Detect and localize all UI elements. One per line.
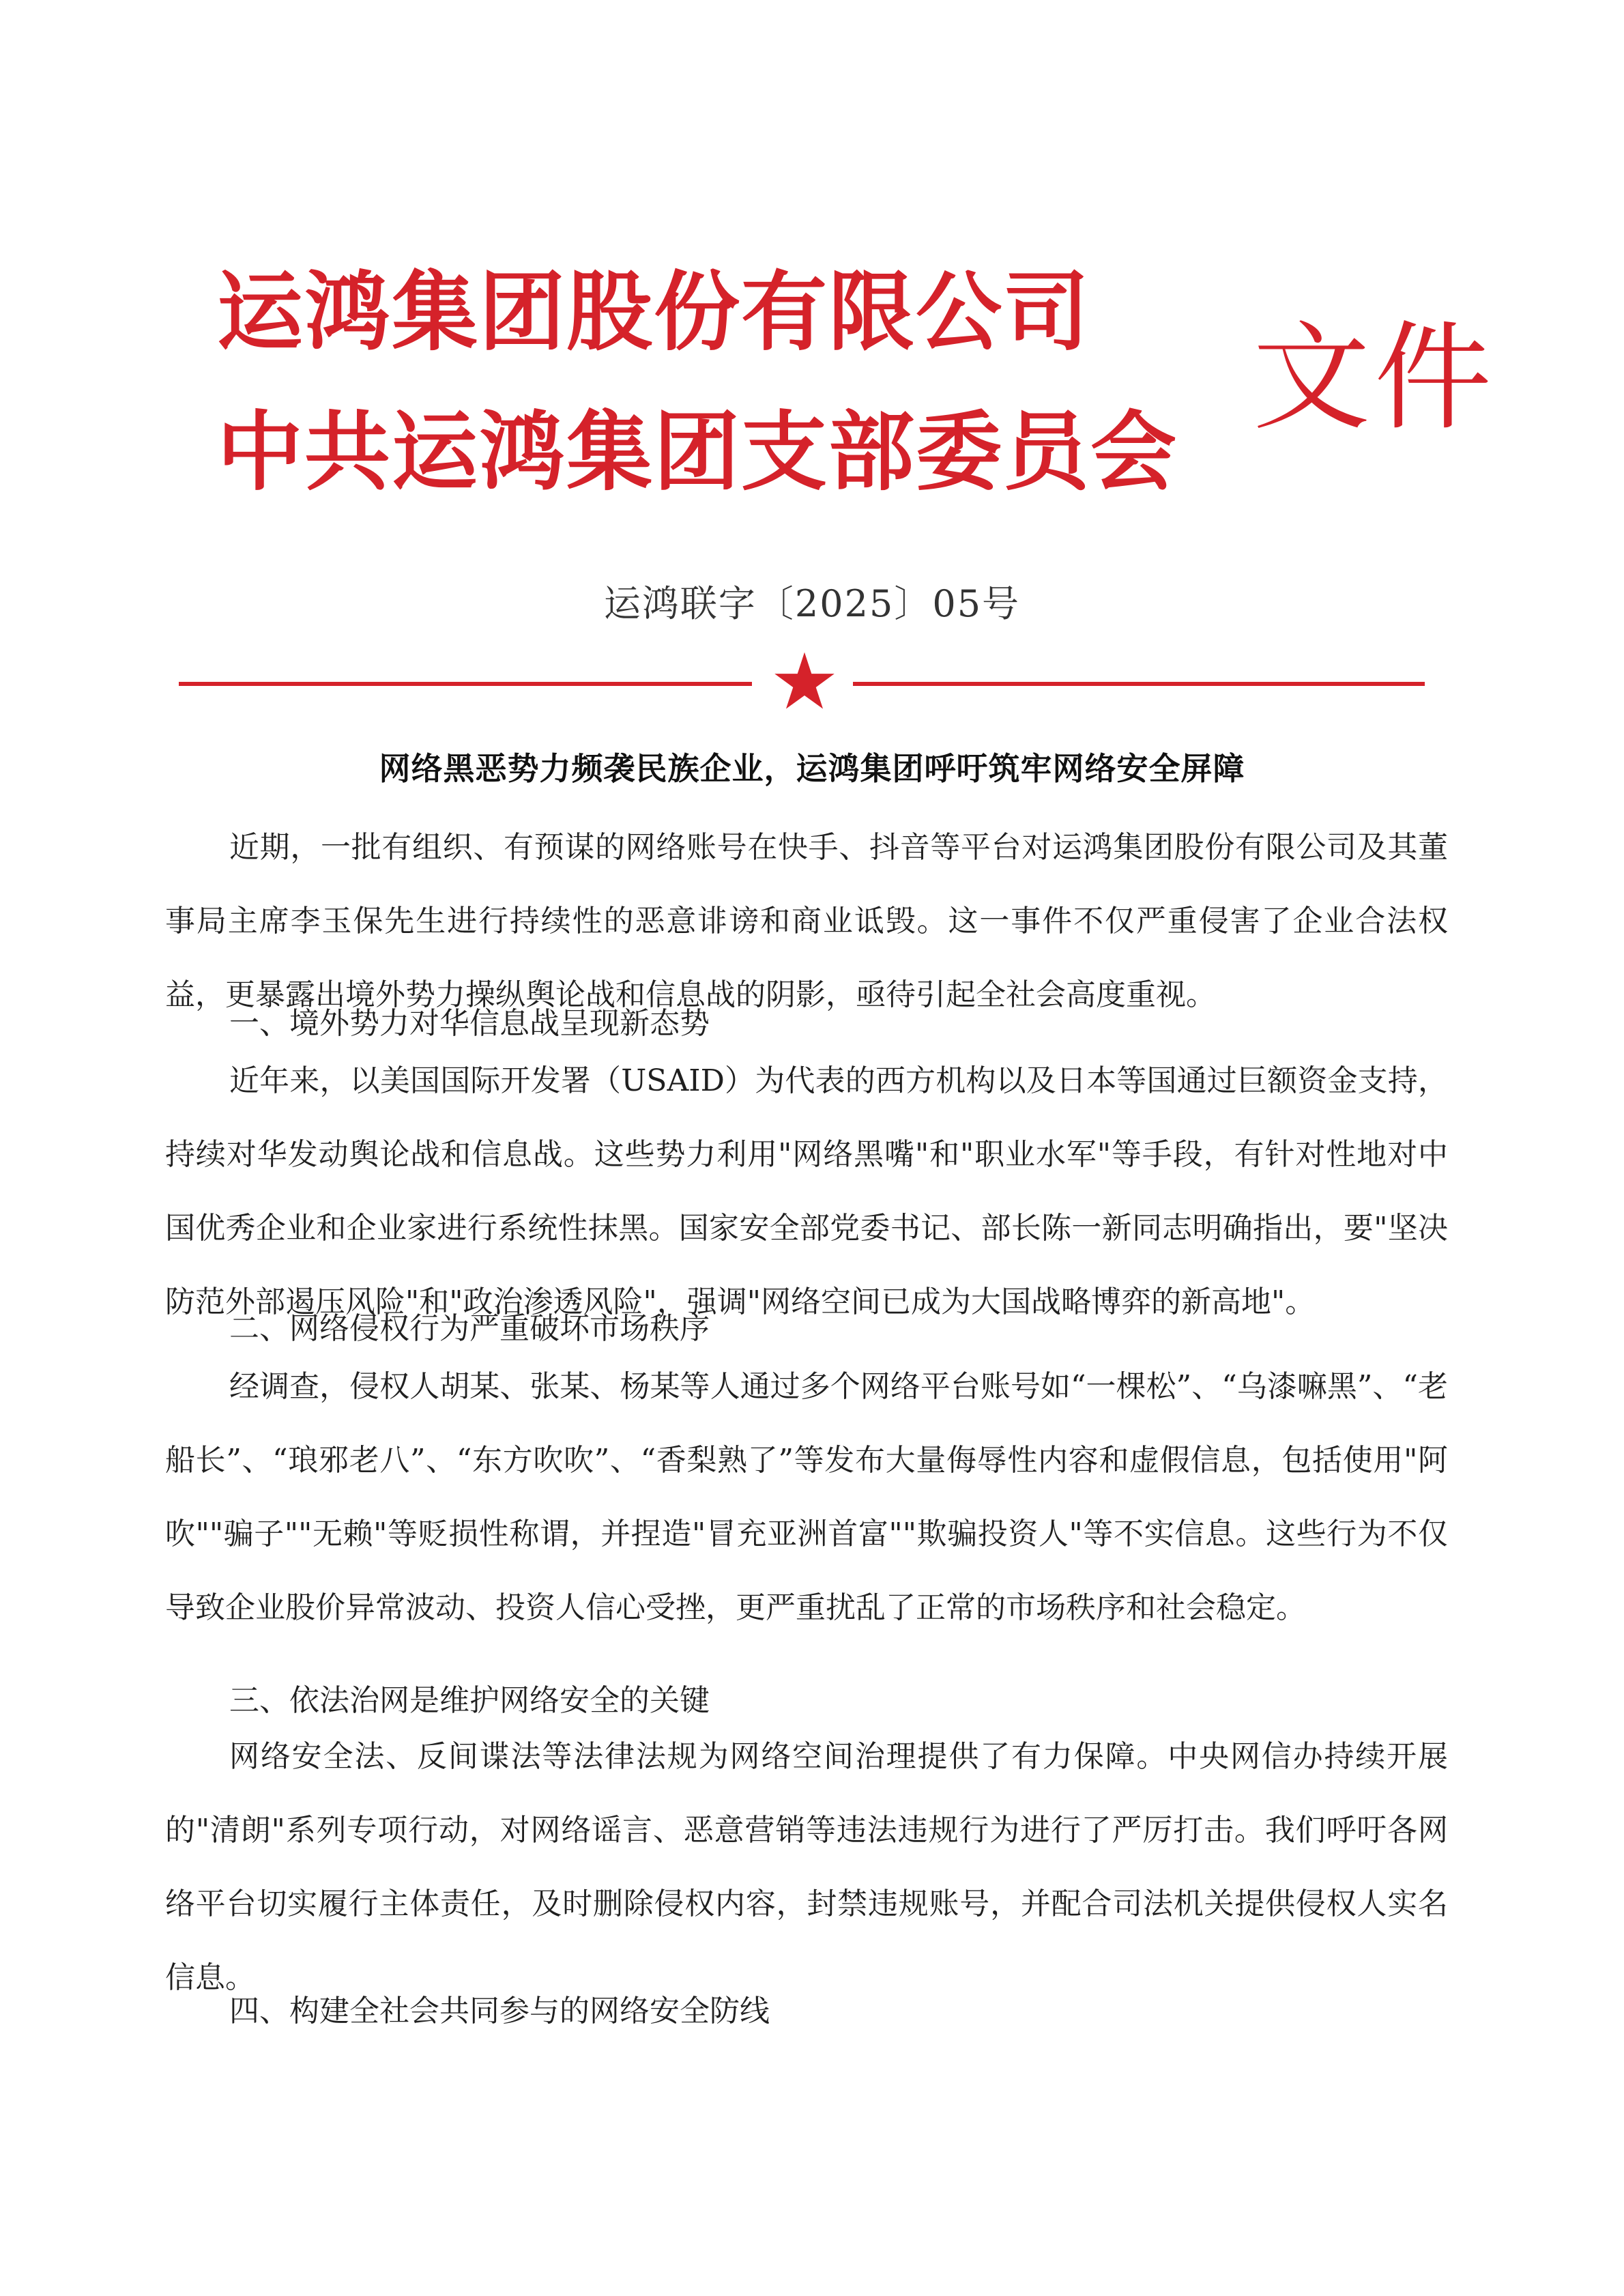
- document-word: 文件: [1253, 309, 1496, 446]
- intro-paragraph: 近期，一批有组织、有预谋的网络账号在快手、抖音等平台对运鸿集团股份有限公司及其董事局主席李玉保先生进行持续性的恶意诽谤和商业诋毁。这一事件不仅严重侵害了企业合法权益，更暴露出境外势力操纵舆论战和信息战的阴影，亟待引起全社会高度重视。: [165, 830, 1448, 1012]
- section-body-1: 近年来，以美国国际开发署（USAID）为代表的西方机构以及日本等国通过巨额资金支持，持续对华发动舆论战和信息战。这些势力利用"网络黑嘴"和"职业水军"等手段，有针对性地对中国优秀企业和企业家进行系统性抹黑。国家安全部党委书记、部长陈一新同志明确指出，要"坚决防范外部遏压风险"和"政治渗透风险"，强调"网络空间已成为大国战略博弈的新高地"。: [165, 1063, 1448, 1319]
- article-title: 网络黑恶势力频袭民族企业，运鸿集团呼吁筑牢网络安全屏障: [379, 750, 1245, 787]
- section-body-2: 经调查，侵权人胡某、张某、杨某等人通过多个网络平台账号如“一棵松”、“乌漆嘛黑”、“老船长”、“琅邪老八”、“东方吹吹”、“香梨熟了”等发布大量侮辱性内容和虚假信息，包括使用"阿吹""骗子""无赖"等贬损性称谓，并捏造"冒充亚洲首富""欺骗投资人"等不实信息。这些行为不仅导致企业股价异常波动、投资人信心受挫，更严重扰乱了正常的市场秩序和社会稳定。: [165, 1369, 1448, 1625]
- section-heading-4: 四、构建全社会共同参与的网络安全防线: [229, 1994, 770, 2028]
- section-heading-1: 一、境外势力对华信息战呈现新态势: [229, 1006, 710, 1041]
- org-name-line-1: 运鸿集团股份有限公司: [217, 262, 1090, 362]
- org-name-line-2: 中共运鸿集团支部委员会: [217, 402, 1178, 502]
- section-body-3: 网络安全法、反间谍法等法律法规为网络空间治理提供了有力保障。中央网信办持续开展的"清朗"系列专项行动，对网络谣言、恶意营销等违法违规行为进行了严厉打击。我们呼吁各网络平台切实履行主体责任，及时删除侵权内容，封禁违规账号，并配合司法机关提供侵权人实名信息。: [165, 1739, 1448, 1995]
- red-rule-right: [853, 682, 1425, 686]
- section-heading-2: 二、网络侵权行为严重破坏市场秩序: [229, 1311, 710, 1346]
- red-rule-left: [179, 682, 752, 686]
- star-icon: [773, 650, 836, 713]
- section-heading-3: 三、依法治网是维护网络安全的关键: [229, 1683, 710, 1718]
- document-number: 运鸿联字〔2025〕05号: [603, 582, 1021, 625]
